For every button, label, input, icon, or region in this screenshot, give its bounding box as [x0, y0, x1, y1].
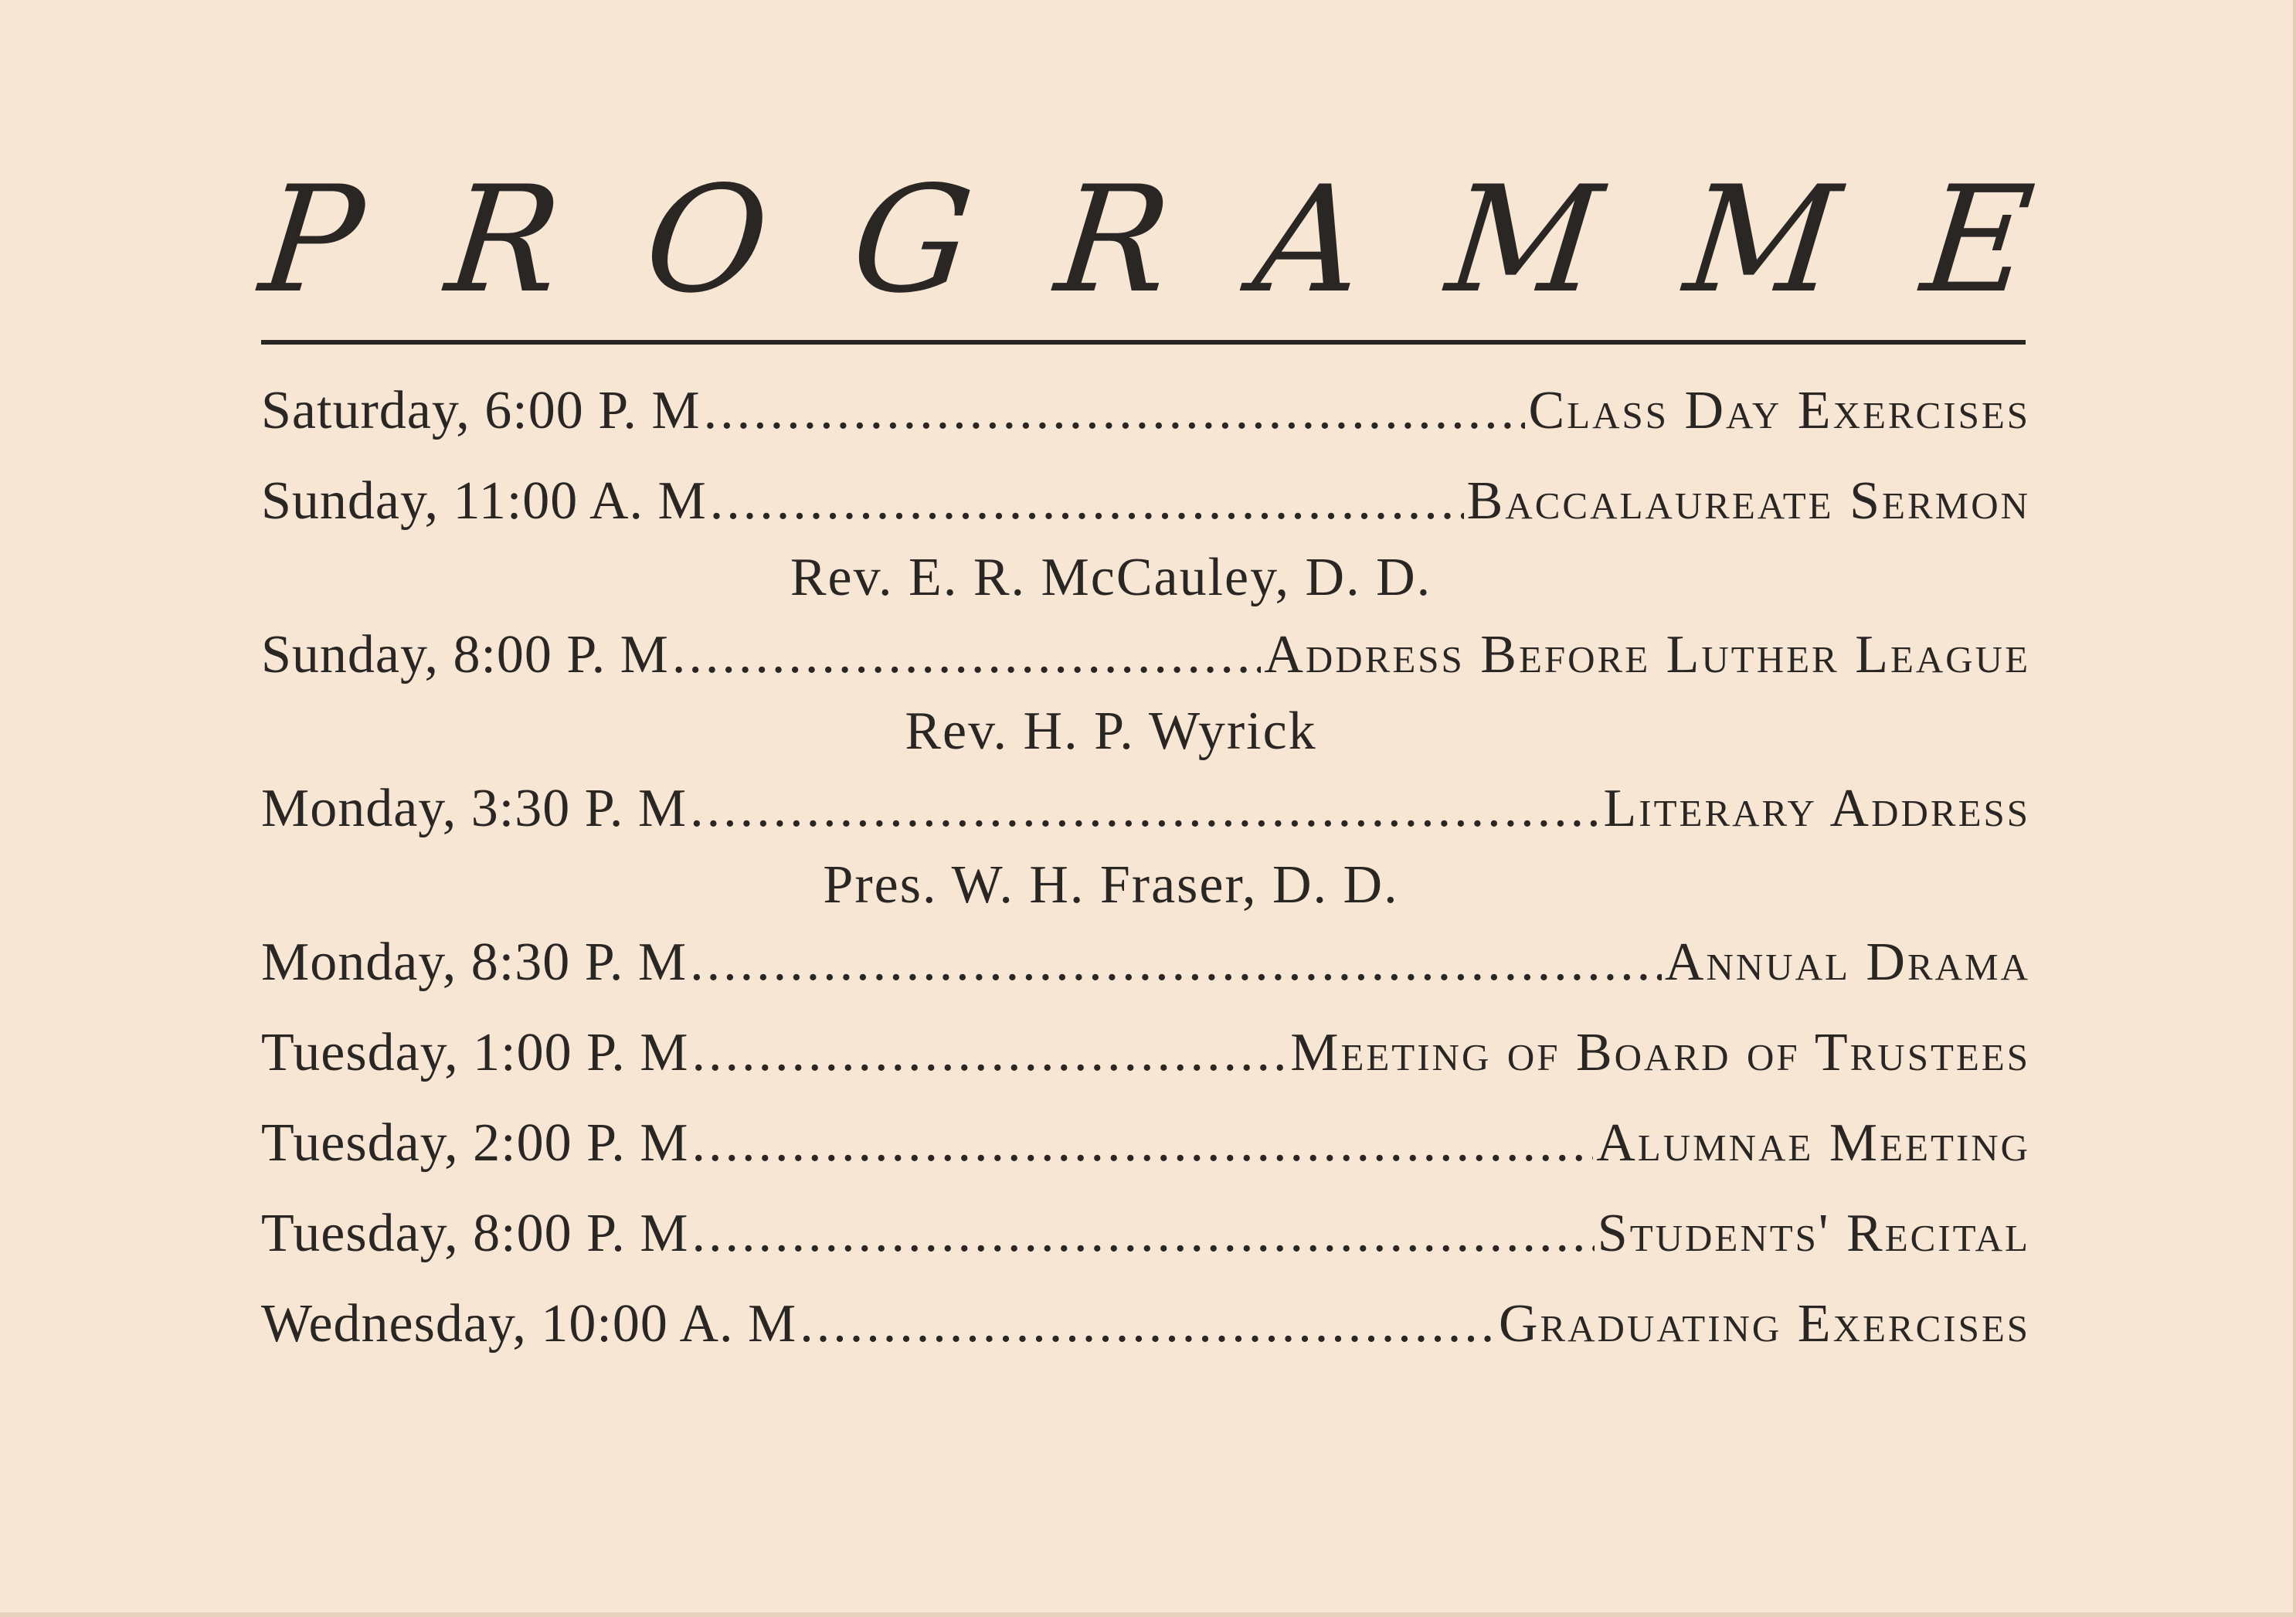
title-letter: P [253, 154, 371, 325]
programme-entry [261, 1022, 2030, 1113]
dot-leader [690, 932, 1662, 994]
entry-event: Literary Address [1603, 779, 2030, 838]
entry-time: Sunday, 11:00 A. M [261, 471, 707, 531]
entry-speaker: Rev. E. R. McCauley, D. D. [790, 548, 1432, 607]
entry-event: Meeting of Board of Trustees [1290, 1023, 2030, 1082]
entry-time: Tuesday, 1:00 P. M [261, 1023, 689, 1082]
entry-time: Sunday, 8:00 P. M [261, 625, 669, 685]
title-letter: O [637, 154, 776, 325]
programme-entry [261, 932, 2030, 1022]
dot-leader [704, 380, 1526, 442]
entry-event: Annual Drama [1664, 932, 2030, 992]
entry-speaker: Pres. W. H. Fraser, D. D. [823, 855, 1399, 915]
entry-event: Address Before Luther League [1264, 625, 2030, 685]
title-letter: G [844, 154, 980, 325]
entry-time: Saturday, 6:00 P. M [261, 381, 701, 440]
entry-time: Wednesday, 10:00 A. M [261, 1294, 797, 1354]
title-rule [261, 340, 2026, 345]
title-letter: A [1247, 154, 1371, 325]
entry-event: Baccalaureate Sermon [1466, 471, 2030, 531]
dot-leader [690, 778, 1600, 840]
entry-time: Monday, 8:30 P. M [261, 932, 688, 992]
programme-entry [261, 1293, 2030, 1384]
entry-event: Graduating Exercises [1498, 1294, 2030, 1354]
entry-time: Tuesday, 2:00 P. M [261, 1113, 689, 1173]
dot-leader [692, 1203, 1595, 1265]
programme-entry [261, 1113, 2030, 1203]
programme-list [261, 380, 2030, 1384]
title-letter: E [1915, 154, 2041, 325]
entry-time: Tuesday, 8:00 P. M [261, 1204, 689, 1263]
dot-leader [672, 624, 1262, 686]
entry-event: Students' Recital [1597, 1204, 2030, 1263]
dot-leader [710, 470, 1464, 532]
entry-event: Class Day Exercises [1528, 381, 2030, 440]
programme-title [253, 154, 2041, 325]
dot-leader [800, 1293, 1496, 1355]
title-letter: R [1049, 154, 1178, 325]
entry-time: Monday, 3:30 P. M [261, 779, 688, 838]
entry-speaker: Rev. H. P. Wyrick [905, 701, 1317, 761]
programme-entry [261, 1203, 2030, 1293]
dot-leader [692, 1113, 1594, 1174]
dot-leader [692, 1022, 1288, 1084]
title-letter: M [1440, 154, 1609, 325]
title-letter: R [440, 154, 569, 325]
entry-event: Alumnae Meeting [1596, 1113, 2030, 1173]
title-letter: M [1678, 154, 1846, 325]
programme-entry [261, 380, 2030, 470]
